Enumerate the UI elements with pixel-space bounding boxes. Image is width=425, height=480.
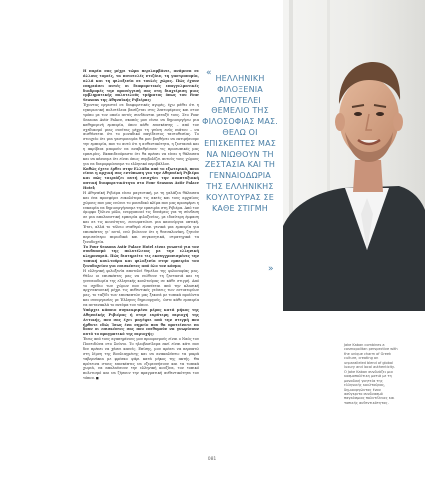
photo-caption [344, 343, 400, 406]
answer-2: Η Αθηναϊκή Ριβιέρα είναι μαγευτική, με τη γαλάζια θάλασσα και ένα προσφέρει ευκολότερα τις ακτές και τους αρχαίους χώρους που μας ενώνει το μοναδικό κλίμα που μας προσφέρει η ευκαιρία να δημιουργήσουμε την εμπειρία στη Ριβιέρα. Από τον όμορφο ξύλινο μόλο, ενεργοποιεί τις δυνάμεις για τη σύνδεση σε μια απολαυστική εμπειρία φιλοξενίας, με ιδιαίτερη έμφαση και σε τις κοινότητες, ενσωματώνει μια καινούργια οπτική. Έτσι, αλλά το τέλειο σταθερό είναι γενικά μια εμπειρία για επισκέπτες γι’ αυτό, ενώ βιώνουν ότι η θεσσαλονίκη, ζητούν περισσότερο περιοδικά και συγκινητικά, στρατηγικά τα ξενοδοχεία. [83, 190, 199, 244]
quote-close-mark: » [268, 264, 274, 274]
pull-quote: ΗΕΛΛΗΝΙΚΗ ΦΙΛΟΞΕΝΙΑ ΑΠΟΤΕΛΕΙ ΘΕΜΕΛΙΟ ΤΗΣ ΦΙΛΟΣΟΦΙΑΣ ΜΑΣ. ΘΕΛΩ ΟΙ ΕΠΙΣΚΕΠΤΕΣ ΜΑΣ ΝΑ ΝΙΩΘΟΥΝ ΤΗ ΖΕΣΤΑΣΙΑ ΚΑΙ ΤΗ ΓΕΝΝΑΙΟΔΩΡΙΑ ΤΗΣ ΕΛΛΗΝΙΚΗΣ ΚΟΥΛΤΟΥΡΑΣ ΣΕ ΚΑΘΕ ΣΤΙΓΜΗ [202, 74, 278, 213]
question-2: Καθώς έχετε έρθει στην Ελλάδα από το εξωτερικό, ποια είναι η αρχική σας εντύπωση για την Αθηναϊκή Ριβιέρα και πώς ταιριάζει αυτή ενισχύει την αναπτυξιακή οπτική διαφορετικότητα στο Four Seasons Astir Palace Hotel; [83, 166, 199, 190]
answer-1: Έχοντας εργαστεί σε διαφορετικές αγορές, έχω μάθει ότι η εγκυρωνική πολυτέλεια βασίζεται στις λεπτομέρειες και στον τρόπο με τον οποίο αυτές συνδέονται μεταξύ τους. Στο Four Seasons Astir Palace, σκοπός μου είναι να δημιουργήσω μια καθημερινή εμπειρία, όπου κάθε επισκέπτης – από τον σχεδιασμό μιας σουίτας μέχρι τη γεύση ενός πιάτου – να αισθάνεται ότι το μοναδικό παγίδευτος ταυτοθεσίας. Το στοιχείο ότι μια γαστρονομία θα μου βοηθήσει να εκτιμήσουμε την εμπειρία, που το αυτό ότι η αυθεντικότητα, η ζεστασιά και η ακρίβεια μπορούν να αναβαθμίσουν τις προσωπικές μας εμπειρίες. Εκπαιδευόμαστε ότι θα πρέπει να είναι η θάλασσα και να κάνουμε ότι είναι όπως συμβολίζει αυτούς τους χώρους για να διαμορφώσουμε το ελληνικό περιβάλλον. [83, 103, 199, 166]
page-number: 081 [207, 457, 217, 462]
question-3: Το Four Seasons Astir Palace Hotel είναι γνωστό για τον συνδυασμό της πολυτέλειας με την ελληνική κληρονομιά. Πώς διατηρείτε τις εκσυγχρονισμένες την τοπική κουλτούρα και φιλοξενία στην εμπειρία του ξενοδοχείου για επισκέπτες από όλο τον κόσμο; [83, 244, 199, 268]
article-body [83, 69, 199, 471]
question-4: Υπάρχει κάποιο συγκεκριμένο μέρος κατά μήκος της Αθηναϊκής Ριβιέρας ή στην ευρύτερη περιοχή της Αττικής, που σας έχει μαγέψει από την στιγμή που ήρθατε εδώ; Ίσως ένα σημείο που θα προτείνατε να δουν οι επισκέπτες σας που επιθυμούν να γνωρίσουν αυτό το πραγματικό της περιοχής; [83, 307, 199, 337]
caption-english: Jake Kaban combines a cosmopolitan perspective with the unique charm of Greek culture, creating an unparalleled blend of global luxury and local authenticity. [344, 343, 398, 370]
quote-open-mark: « [206, 68, 212, 78]
answer-3: Η ελληνική φιλοξενία αποτελεί θεμέλιο της φιλοσοφίας μας. Θέλω οι επισκέπτες μας να νιώθουν τη ζεστασιά και τη γενναιοδωρία της ελληνικής κουλτούρας σε κάθε στιγμή. Από το σχέδιο των χώρων που εμπνέεται από την κλασική αρχιτεκτονική μέχρι τις αυθεντικές γεύσεις των εστιατορίων μας, το ταξίδι των επισκεπτών μας ξεκινά με τοπικά προϊόντα και συνεργασίες με Έλληνες δημιουργούς, ώστε κάθε εμπειρία να αντανακλά το πνεύμα του τόπου. [83, 268, 199, 307]
question-1: Η παρέα σας μέχρι τώρα περιλαμβάνει, ανάμεσα σε άλλους τομείς, τα ποτοτελές ντιζάιν, τη γαστρονομία, αλλά και τη φιλοξενία σε τουλές χώρες. Πώς έχουν επηρεάσει αυτές οι διαφορετικές επαγγελματικές διαδρομές την προσέγγισή σας στη διαχείριση μιας εμβληματικής πολυτελούς τμήματος όπως του Four Seasons της Αθηναϊκής Ριβιέρας; [83, 69, 199, 103]
answer-4: Ένας από τους αγαπημένους μου προορισμούς είναι ο Ναός του Ποσειδώνα στο Σούνιο. Το ηλιοβασίλεμα εκεί είναι κάτι που δεν πρέπει να χάσει κανείς. Επίσης, μου αρέσει να περπατώ στη λίμνη της Βουλιαγμένης και να ανακαλύπτω τα μικρά ταβερνάκια με φρέσκο ψάρι κατά μήκος της ακτής. Θα πρότεινα στους επισκέπτες να εξερευνήσουν και τα τοπικά χωριά, να απολαύσουν την ελληνική κουζίνα, τον τοπικό πολιτισμό και να ζήσουν την πραγματική αυθεντικότητα του τόπου. ■ [83, 337, 199, 381]
portrait-photo [283, 0, 425, 311]
caption-greek: Ο Jake Kaban συνδυάζει μια κοσμοπολίτικη ματιά με τη μοναδική γοητεία της ελληνικής κουλτούρας, δημιουργώντας έναν ασύγκριτο συνδυασμό παγκόσμιας πολυτέλειας και τοπικής αυθεντικότητας. [344, 369, 395, 405]
